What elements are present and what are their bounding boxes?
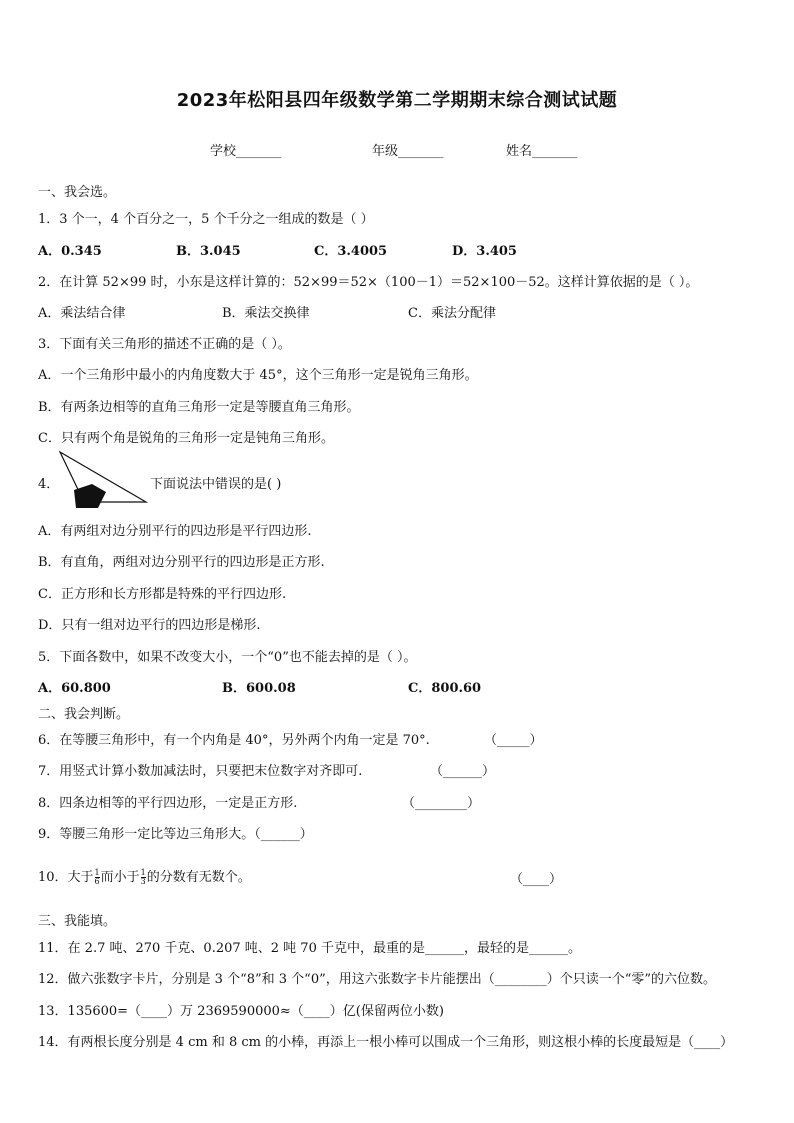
question-10 [38, 866, 251, 886]
fraction-one-sixth [95, 869, 100, 886]
q4-option-b: B．有直角，两组对边分别平行的四边形是正方形. [38, 555, 325, 570]
q7-answer-blank[interactable]: （______） [430, 764, 496, 779]
q3-option-b: B．有两条边相等的直角三角形一定是等腰直角三角形。 [38, 400, 360, 415]
q2-option-b: B．乘法交换律 [222, 306, 310, 321]
q4-option-a: A．有两组对边分别平行的四边形是平行四边形. [38, 524, 312, 539]
question-11: 11．在 2.7 吨、270 千克、0.207 吨、2 吨 70 千克中，最重的是______，最轻的是______。 [38, 941, 581, 956]
question-3: 3．下面有关三角形的描述不正确的是（ ）。 [38, 337, 291, 352]
q1-option-b: B．3.045 [176, 244, 241, 259]
q1-option-a: A．0.345 [38, 244, 102, 259]
question-1: 1．3 个一，4 个百分之一，5 个千分之一组成的数是（ ） [38, 212, 374, 227]
q1-option-d: D．3.405 [452, 244, 517, 259]
q2-option-a: A．乘法结合律 [38, 306, 126, 321]
q1-option-c: C．3.4005 [314, 244, 388, 259]
question-12: 12．做六张数字卡片，分别是 3 个“8”和 3 个“0”，用这六张数字卡片能摆出（________）个只读一个“零”的六位数。 [38, 972, 717, 987]
question-2: 2．在计算 52×99 时，小东是这样计算的：52×99＝52×（100－1）＝52×100－52。这样计算依据的是（ ）。 [38, 275, 699, 290]
q10-fraction-2-numerator: 1 [140, 868, 146, 877]
section-heading-fill: 三、我能填。 [38, 914, 117, 929]
fraction-one-third [141, 869, 146, 886]
name-field: 姓名_______ [506, 144, 578, 159]
q10-fraction-1-numerator: 1 [94, 868, 100, 877]
q2-option-c: C．乘法分配律 [408, 306, 496, 321]
q4-number: 4． [38, 477, 60, 492]
question-9: 9．等腰三角形一定比等边三角形大。（______） [38, 827, 313, 842]
q4-option-d: D．只有一组对边平行的四边形是梯形. [38, 618, 261, 633]
q10-suffix: 的分数有无数个。 [146, 870, 251, 885]
q3-option-c: C．只有两个角是锐角的三角形一定是钝角三角形。 [38, 431, 334, 446]
triangle-figure [58, 450, 150, 512]
section-heading-judge: 二、我会判断。 [38, 707, 130, 722]
page-title: 2023年松阳县四年级数学第二学期期末综合测试试题 [176, 90, 618, 111]
q5-option-a: A．60.800 [38, 681, 111, 696]
grade-field: 年级_______ [372, 144, 444, 159]
question-8: 8．四条边相等的平行四边形，一定是正方形. [38, 796, 298, 811]
q6-answer-blank[interactable]: （_____） [484, 733, 543, 748]
q10-middle: 而小于 [100, 870, 140, 885]
q10-answer-blank[interactable]: （____） [510, 872, 563, 887]
q10-fraction-1-denominator: 6 [94, 877, 100, 886]
question-4: 下面说法中错误的是( ) [150, 477, 282, 492]
question-14: 14．有两根长度分别是 4 cm 和 8 cm 的小棒，再添上一根小棒可以围成一个三角形，则这根小棒的长度最短是（____） [38, 1035, 734, 1050]
question-5: 5．下面各数中，如果不改变大小，一个“0”也不能去掉的是（ ）。 [38, 650, 417, 665]
q10-fraction-2-denominator: 3 [140, 877, 146, 886]
q4-option-c: C．正方形和长方形都是特殊的平行四边形. [38, 587, 287, 602]
q3-option-a: A．一个三角形中最小的内角度数大于 45°，这个三角形一定是锐角三角形。 [38, 368, 478, 383]
q5-option-b: B．600.08 [222, 681, 296, 696]
question-7: 7．用竖式计算小数加减法时，只要把末位数字对齐即可. [38, 764, 363, 779]
question-13: 13．135600=（____）万 2369590000≈（____）亿(保留两位小数) [38, 1004, 444, 1019]
question-6: 6．在等腰三角形中，有一个内角是 40°，另外两个内角一定是 70°. [38, 733, 430, 748]
school-field: 学校_______ [210, 144, 282, 159]
q5-option-c: C．800.60 [408, 681, 482, 696]
q8-answer-blank[interactable]: （________） [402, 796, 481, 811]
q10-prefix: 10．大于 [38, 870, 94, 885]
section-heading-choose: 一、我会选。 [38, 185, 117, 200]
